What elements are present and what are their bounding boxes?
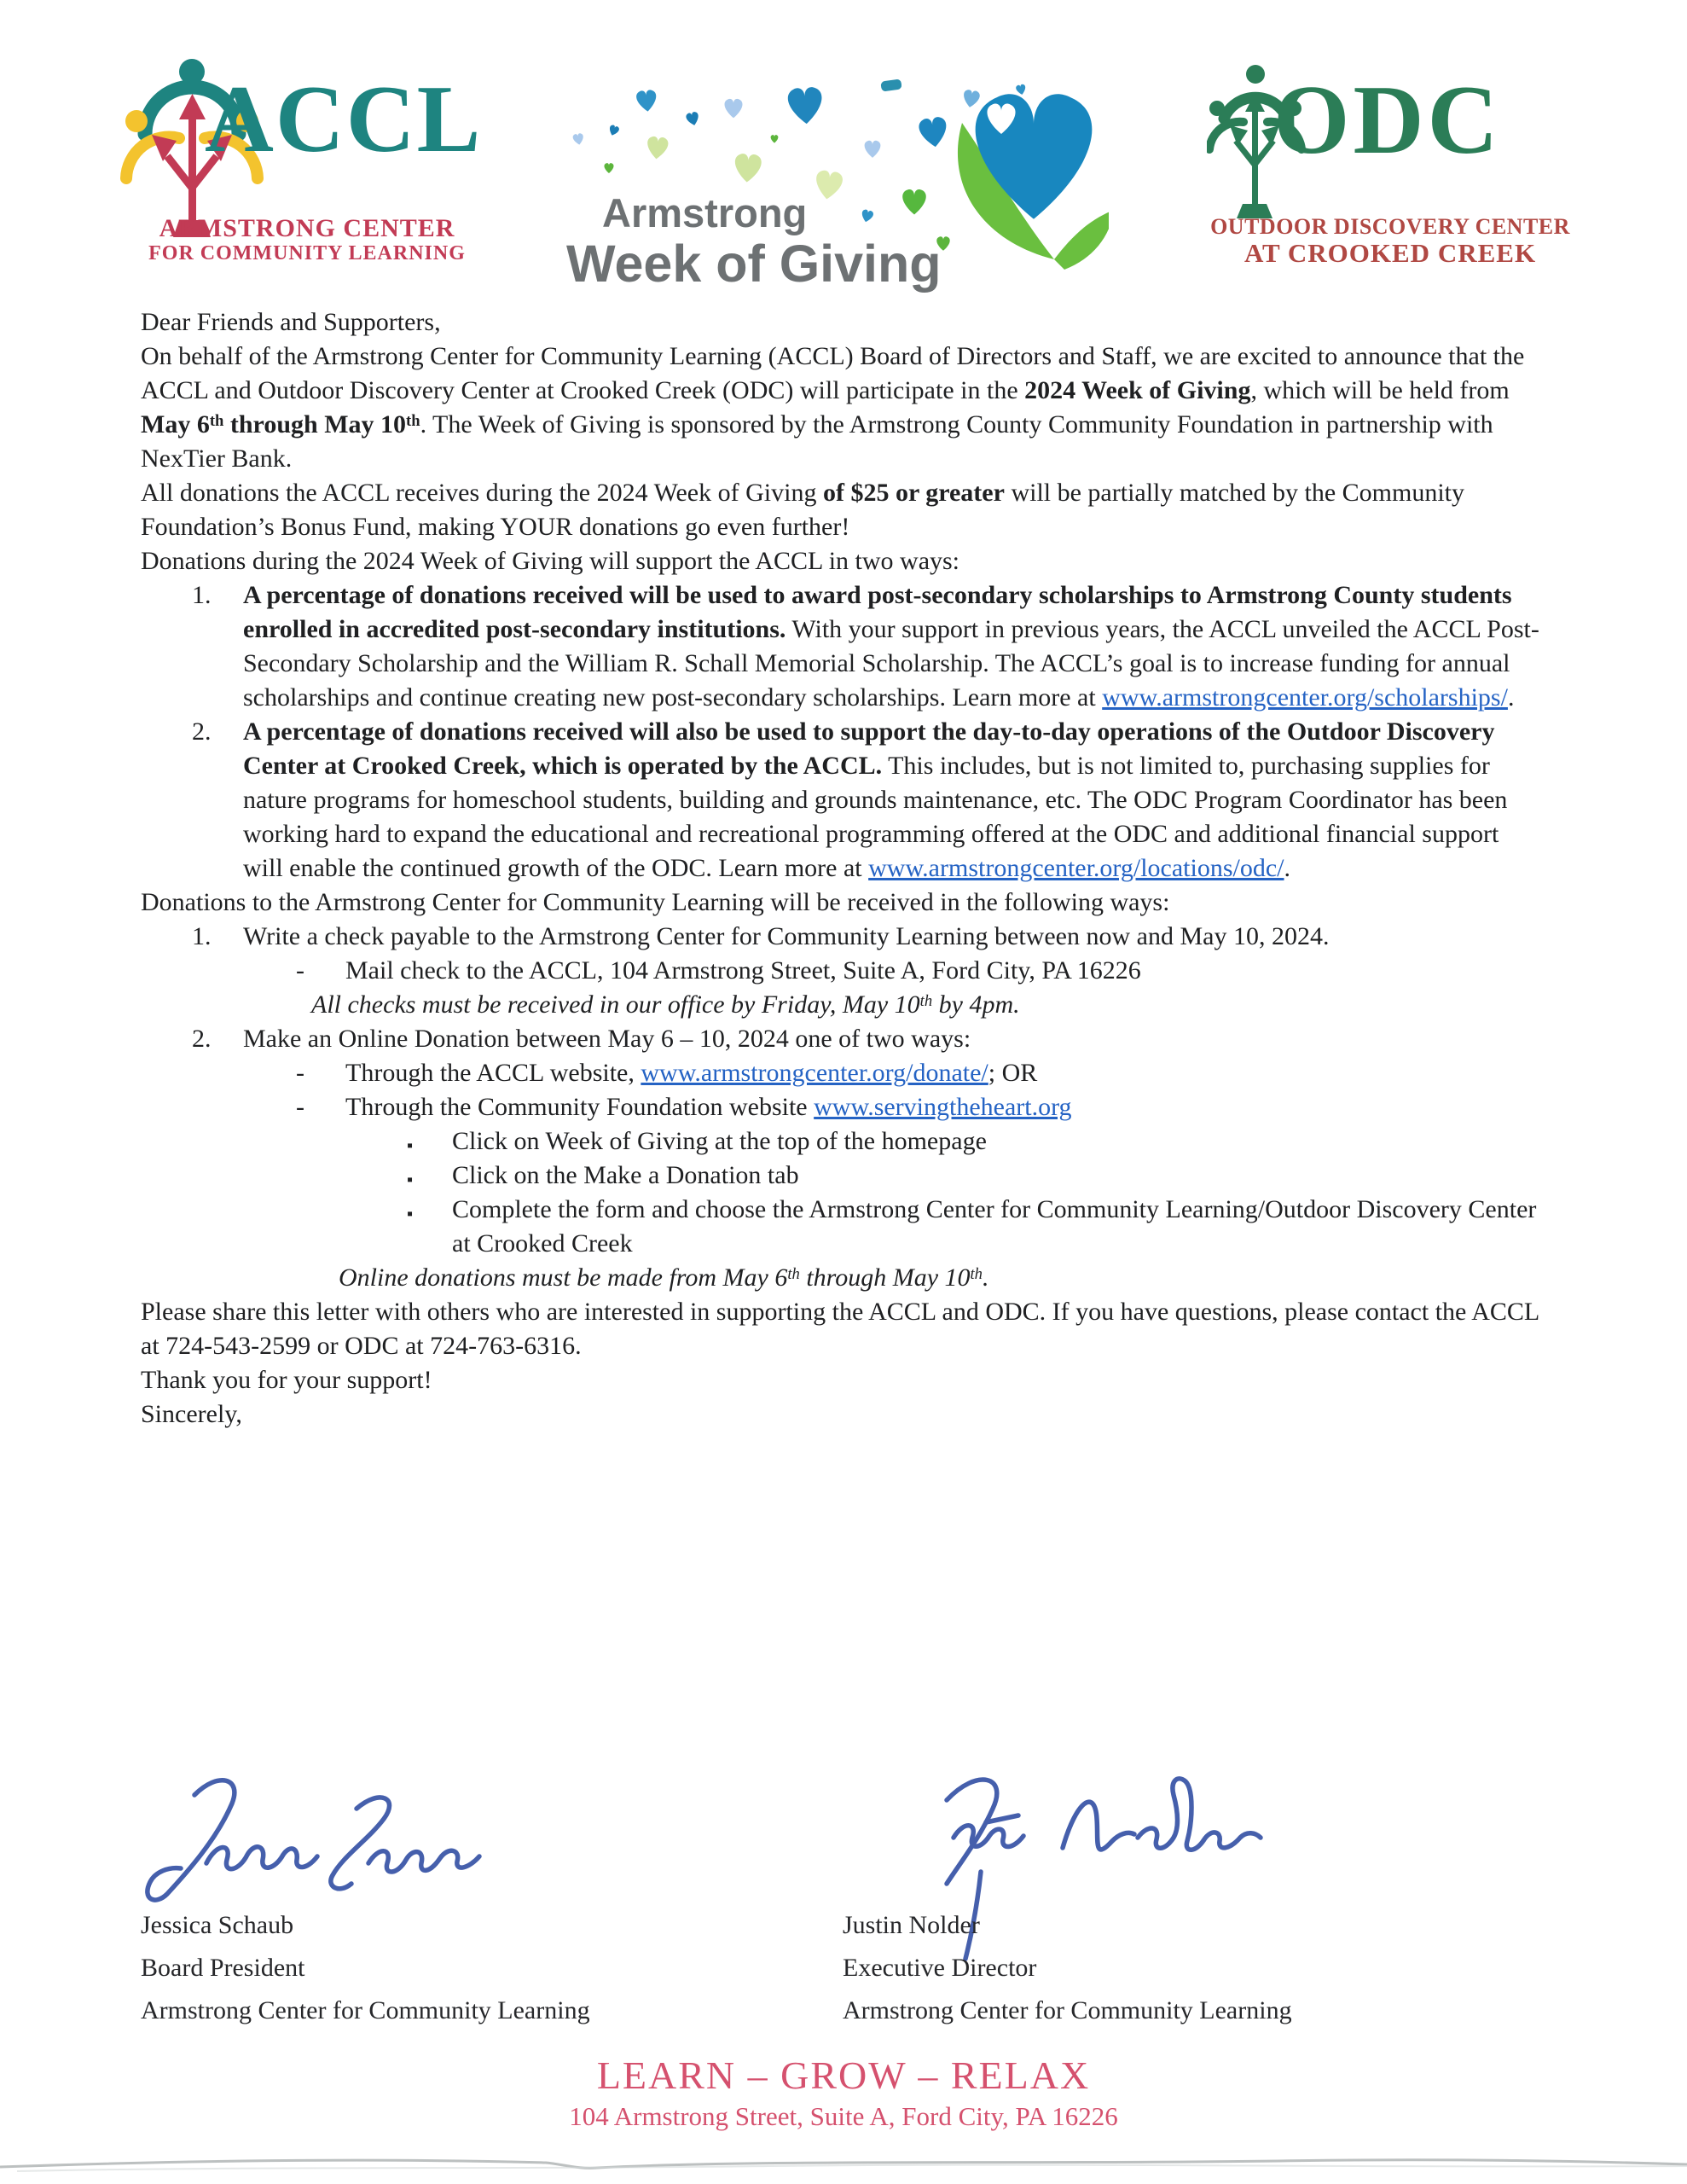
signer-name: Justin Nolder — [843, 1911, 980, 1939]
odc-caption-line1: OUTDOOR DISCOVERY CENTER — [1210, 214, 1570, 239]
list-item-check — [141, 920, 1544, 954]
note-checks-deadline: All checks must be received in our office by Friday, May 10th by 4pm. — [311, 990, 1020, 1019]
dash-bullet: - — [296, 1093, 304, 1121]
signer-title: Executive Director — [843, 1954, 1037, 1982]
scan-edge-artifact — [0, 2146, 1687, 2177]
letter-body — [141, 305, 1544, 1432]
list-subitem-foundation-website — [141, 1090, 1544, 1124]
list-subitem-mail-check — [141, 954, 1544, 988]
paragraph-support-intro: Donations during the 2024 Week of Giving will support the ACCL in two ways: — [141, 547, 960, 575]
hyperlink-text: www.armstrongcenter.org/locations/odc/ — [868, 854, 1284, 882]
list-item-text: Complete the form and choose the Armstrong Center for Community Learning/Outdoor Discovery Center at Crooked Creek — [452, 1195, 1537, 1258]
accl-caption-line1: ARMSTRONG CENTER — [159, 214, 455, 242]
hyperlink-text: www.armstrongcenter.org/donate/ — [641, 1059, 988, 1087]
accl-caption-line2: FOR COMMUNITY LEARNING — [148, 242, 466, 264]
list-item-text: Click on Week of Giving at the top of the homepage — [452, 1127, 987, 1155]
paragraph-receive-intro: Donations to the Armstrong Center for Community Learning will be received in the following ways: — [141, 888, 1170, 916]
signer-org: Armstrong Center for Community Learning — [843, 1996, 1292, 2024]
odc-caption-line2: AT CROOKED CREEK — [1244, 238, 1537, 268]
list-item-online — [141, 1022, 1544, 1056]
list-item-text: Click on the Make a Donation tab — [452, 1161, 799, 1189]
dash-bullet: - — [296, 1059, 304, 1087]
dash-bullet: - — [296, 956, 304, 985]
footer-motto: LEARN – GROW – RELAX — [596, 2053, 1091, 2097]
list-subitem-step-3 — [141, 1193, 1544, 1261]
giving-title-line1: Armstrong — [602, 190, 808, 235]
square-bullet: ▪ — [407, 1136, 414, 1155]
odc-logo — [1207, 55, 1574, 269]
paragraph-intro: On behalf of the Armstrong Center for Community Learning (ACCL) Board of Directors and Staff, we are excited to announce that the ACCL and Outdoor Discovery Center at Crooked Creek (ODC) will participate in the 2024 Week of Giving, which will be held from May 6th through May 10th. The Week of Giving is sponsored by the Armstrong County Community Foundation in partnership with NexTier Bank. — [141, 342, 1525, 473]
list-marker: 1. — [192, 922, 212, 950]
list-marker: 2. — [192, 1025, 212, 1053]
list-item-text: A percentage of donations received will also be used to support the day-to-day operations of the Outdoor Discovery Center at Crooked Creek, which is operated by the ACCL. This includes, but is not limited to, purchasing supplies for nature programs for homeschool students, building and grounds maintenance, etc. The ODC Program Coordinator has been working hard to expand the educational and recreational programming offered at the ODC and additional financial support will enable the continued growth of the ODC. Learn more at www.armstrongcenter.org/locations/odc/. — [243, 717, 1508, 882]
list-item-text: A percentage of donations received will be used to award post-secondary scholarships to Armstrong County students enrolled in accredited post-secondary institutions. With your support in previous years, the ACCL unveiled the ACCL Post-Secondary Scholarship and the William R. Schall Memorial Scholarship. The ACCL’s goal is to increase funding for annual scholarships and continue creating new post-secondary scholarships. Learn more at www.armstrongcenter.org/scholarships/. — [243, 581, 1539, 712]
footer-address: 104 Armstrong Street, Suite A, Ford City, PA 16226 — [569, 2101, 1118, 2131]
week-of-giving-logo — [554, 44, 1109, 313]
square-bullet: ▪ — [407, 1170, 414, 1189]
list-item-text: Through the ACCL website, www.armstrongcenter.org/donate/; OR — [345, 1059, 1038, 1087]
accl-logo — [119, 53, 495, 270]
paragraph-thanks: Thank you for your support! — [141, 1366, 432, 1394]
list-marker: 1. — [192, 581, 212, 609]
square-bullet: ▪ — [407, 1205, 414, 1223]
accl-acronym: ACCL — [205, 67, 483, 172]
signer-org: Armstrong Center for Community Learning — [141, 1996, 590, 2024]
list-item-text: Through the Community Foundation website www.servingtheheart.org — [345, 1093, 1072, 1121]
paragraph-match: All donations the ACCL receives during the 2024 Week of Giving of $25 or greater will be partially matched by the Community Foundation’s Bonus Fund, making YOUR donations go even further! — [141, 479, 1464, 541]
signer-name: Jessica Schaub — [141, 1911, 294, 1939]
salutation: Dear Friends and Supporters, — [141, 308, 441, 336]
list-item-way-1 — [141, 578, 1544, 715]
list-item-way-2 — [141, 715, 1544, 886]
signature-block-left — [141, 1904, 590, 2032]
paragraph-share: Please share this letter with others who are interested in supporting the ACCL and ODC. If you have questions, please contact the ACCL at 724-543-2599 or ODC at 724-763-6316. — [141, 1298, 1539, 1360]
signer-title: Board President — [141, 1954, 305, 1982]
list-subitem-step-1 — [141, 1124, 1544, 1159]
note-online-window: Online donations must be made from May 6th through May 10th. — [339, 1263, 989, 1292]
list-marker: 2. — [192, 717, 212, 746]
list-subitem-accl-website — [141, 1056, 1544, 1090]
odc-acronym: ODC — [1273, 66, 1502, 174]
hyperlink-text: www.servingtheheart.org — [814, 1093, 1072, 1121]
jessica-schaub-signature — [128, 1754, 486, 1916]
list-item-text: Write a check payable to the Armstrong Center for Community Learning between now and May 10, 2024. — [243, 922, 1330, 950]
paragraph-sincerely: Sincerely, — [141, 1400, 242, 1428]
list-item-text: Mail check to the ACCL, 104 Armstrong Street, Suite A, Ford City, PA 16226 — [345, 956, 1141, 985]
signature-block-right — [843, 1904, 1292, 2032]
giving-title-line2: Week of Giving — [566, 235, 942, 293]
hyperlink-text: www.armstrongcenter.org/scholarships/ — [1102, 683, 1508, 712]
heart-leaf-icon — [958, 94, 1109, 270]
list-item-text: Make an Online Donation between May 6 – 10, 2024 one of two ways: — [243, 1025, 971, 1053]
list-subitem-step-2 — [141, 1159, 1544, 1193]
